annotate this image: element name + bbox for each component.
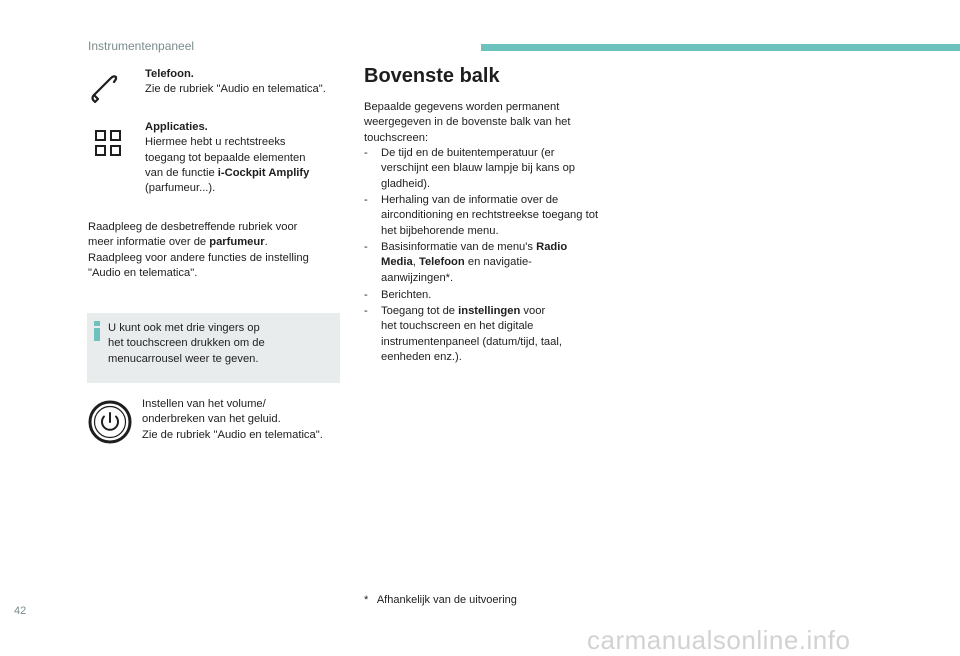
- section-title: Bovenste balk: [364, 65, 500, 87]
- instellingen-term: instellingen: [458, 305, 521, 317]
- applicaties-line-2: toegang tot bepaalde elementen: [145, 151, 306, 164]
- list-dash: -: [364, 241, 368, 253]
- volume-line-1: Instellen van het volume/: [142, 398, 266, 410]
- info-icon: [94, 321, 100, 341]
- apps-grid-icon: [84, 119, 132, 167]
- parfumeur-term: parfumeur: [209, 236, 265, 249]
- power-icon: [86, 398, 134, 446]
- list-item: - Berichten.: [364, 288, 624, 304]
- intro-text: [364, 100, 624, 146]
- para-line-4: "Audio en telematica".: [88, 266, 198, 279]
- note-line-2: het touchscreen drukken om de: [108, 337, 265, 350]
- note-text: [108, 321, 328, 367]
- watermark: carmanualsonline.info: [587, 625, 851, 655]
- note-line-1: U kunt ook met drie vingers op: [108, 322, 260, 334]
- i-cockpit-amplify-term: i-Cockpit Amplify: [217, 166, 310, 179]
- applicaties-block: [145, 120, 345, 196]
- list-dash: -: [364, 147, 368, 159]
- telefoon-block: [145, 67, 345, 98]
- page-number: 42: [14, 605, 27, 617]
- intro-line-2: weergegeven in de bovenste balk van het: [364, 116, 571, 129]
- volume-line-3: Zie de rubriek "Audio en telematica".: [142, 428, 323, 441]
- applicaties-line-3: van de functie: [145, 166, 218, 179]
- applicaties-title: Applicaties.: [145, 121, 208, 133]
- list-item: - Herhaling van de informatie over de airconditioning en rechtstreekse toegang tot het bijbehorende menu.: [364, 194, 599, 237]
- list-dash: -: [364, 289, 368, 301]
- list-item: - Basisinformatie van de menu's Radio Media, Telefoon en navigatie- aanwijzingen*.: [364, 241, 568, 284]
- media-term: Media: [381, 256, 413, 269]
- footnote: * Afhankelijk van de uitvoering: [364, 594, 517, 606]
- para-line-3: Raadpleeg voor andere functies de instelling: [88, 251, 309, 264]
- list-item: - De tijd en de buitentemperatuur (er verschijnt een blauw lampje bij kans op gladheid).: [364, 147, 576, 190]
- applicaties-line-4: (parfumeur...).: [145, 182, 216, 195]
- para-line-2: meer informatie over de: [88, 236, 210, 249]
- section-header-bar: [481, 44, 960, 51]
- volume-block: [142, 397, 352, 443]
- intro-line-3: touchscreen:: [364, 131, 429, 144]
- section-header-label: Instrumentenpaneel: [88, 39, 195, 53]
- parfumeur-paragraph: Raadpleeg de desbetreffende rubriek voor meer informatie over de parfumeur. Raadpleeg voor andere functies de instelling "Audio en telematica".: [88, 220, 338, 281]
- list-item: - Toegang tot de instellingen voor het touchscreen en het digitale instrumentenpaneel (datum/tijd, taal, eenheden enz.).: [364, 305, 562, 363]
- volume-line-2: onderbreken van het geluid.: [142, 413, 281, 426]
- phone-icon: [79, 65, 127, 113]
- list-dash: -: [364, 194, 368, 206]
- telefoon-term: Telefoon: [418, 256, 465, 269]
- telefoon-title: Telefoon.: [145, 68, 194, 80]
- para-line-1: Raadpleeg de desbetreffende rubriek voor: [88, 221, 298, 233]
- intro-line-1: Bepaalde gegevens worden permanent: [364, 101, 560, 113]
- telefoon-text: Zie de rubriek "Audio en telematica".: [145, 83, 326, 96]
- radio-term: Radio: [536, 241, 568, 253]
- note-line-3: menucarrousel weer te geven.: [108, 352, 259, 365]
- list-dash: -: [364, 305, 368, 317]
- applicaties-line-1: Hiermee hebt u rechtstreeks: [145, 136, 286, 149]
